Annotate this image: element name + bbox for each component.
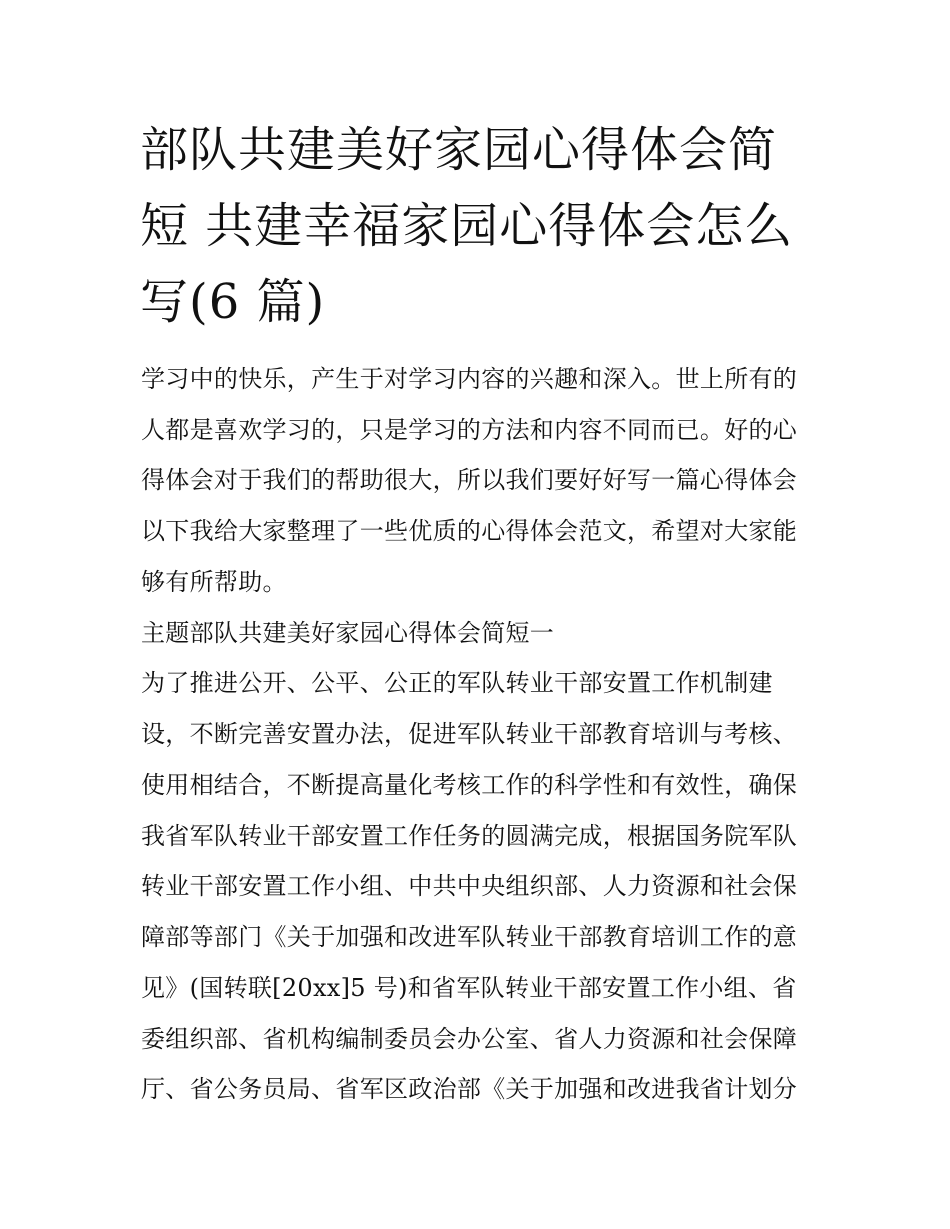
- section-line: 为了推进公开、公平、公正的军队转业干部安置工作机制建: [141, 669, 773, 697]
- intro-line: 得体会对于我们的帮助很大，所以我们要好好写一篇心得体会: [141, 466, 798, 494]
- intro-line: 学习中的快乐，产生于对学习内容的兴趣和深入。世上所有的: [141, 365, 798, 393]
- section-heading: 主题部队共建美好家园心得体会简短一: [141, 619, 555, 647]
- section-line: 委组织部、省机构编制委员会办公室、省人力资源和社会保障: [141, 1025, 798, 1053]
- intro-line: 够有所帮助。: [141, 568, 287, 596]
- title-line: 短 共建幸福家园心得体会怎么: [140, 198, 794, 254]
- intro-line: 人都是喜欢学习的，只是学习的方法和内容不同而已。好的心: [141, 416, 798, 444]
- section-line: 我省军队转业干部安置工作任务的圆满完成，根据国务院军队: [141, 822, 798, 850]
- section-line: 厅、省公务员局、省军区政治部《关于加强和改进我省计划分: [141, 1075, 798, 1103]
- section-line: 使用相结合，不断提高量化考核工作的科学性和有效性，确保: [141, 771, 798, 799]
- document-title: [140, 112, 820, 340]
- section-line: 障部等部门《关于加强和改进军队转业干部教育培训工作的意: [141, 923, 798, 951]
- section-line: 转业干部安置工作小组、中共中央组织部、人力资源和社会保: [141, 872, 798, 900]
- title-line: 写(6 篇): [140, 274, 326, 330]
- title-line: 部队共建美好家园心得体会简: [140, 122, 778, 178]
- section-line: 见》(国转联[20xx]5 号)和省军队转业干部安置工作小组、省: [141, 974, 797, 1002]
- intro-line: 以下我给大家整理了一些优质的心得体会范文，希望对大家能: [141, 517, 798, 545]
- section-line: 设，不断完善安置办法，促进军队转业干部教育培训与考核、: [141, 720, 798, 748]
